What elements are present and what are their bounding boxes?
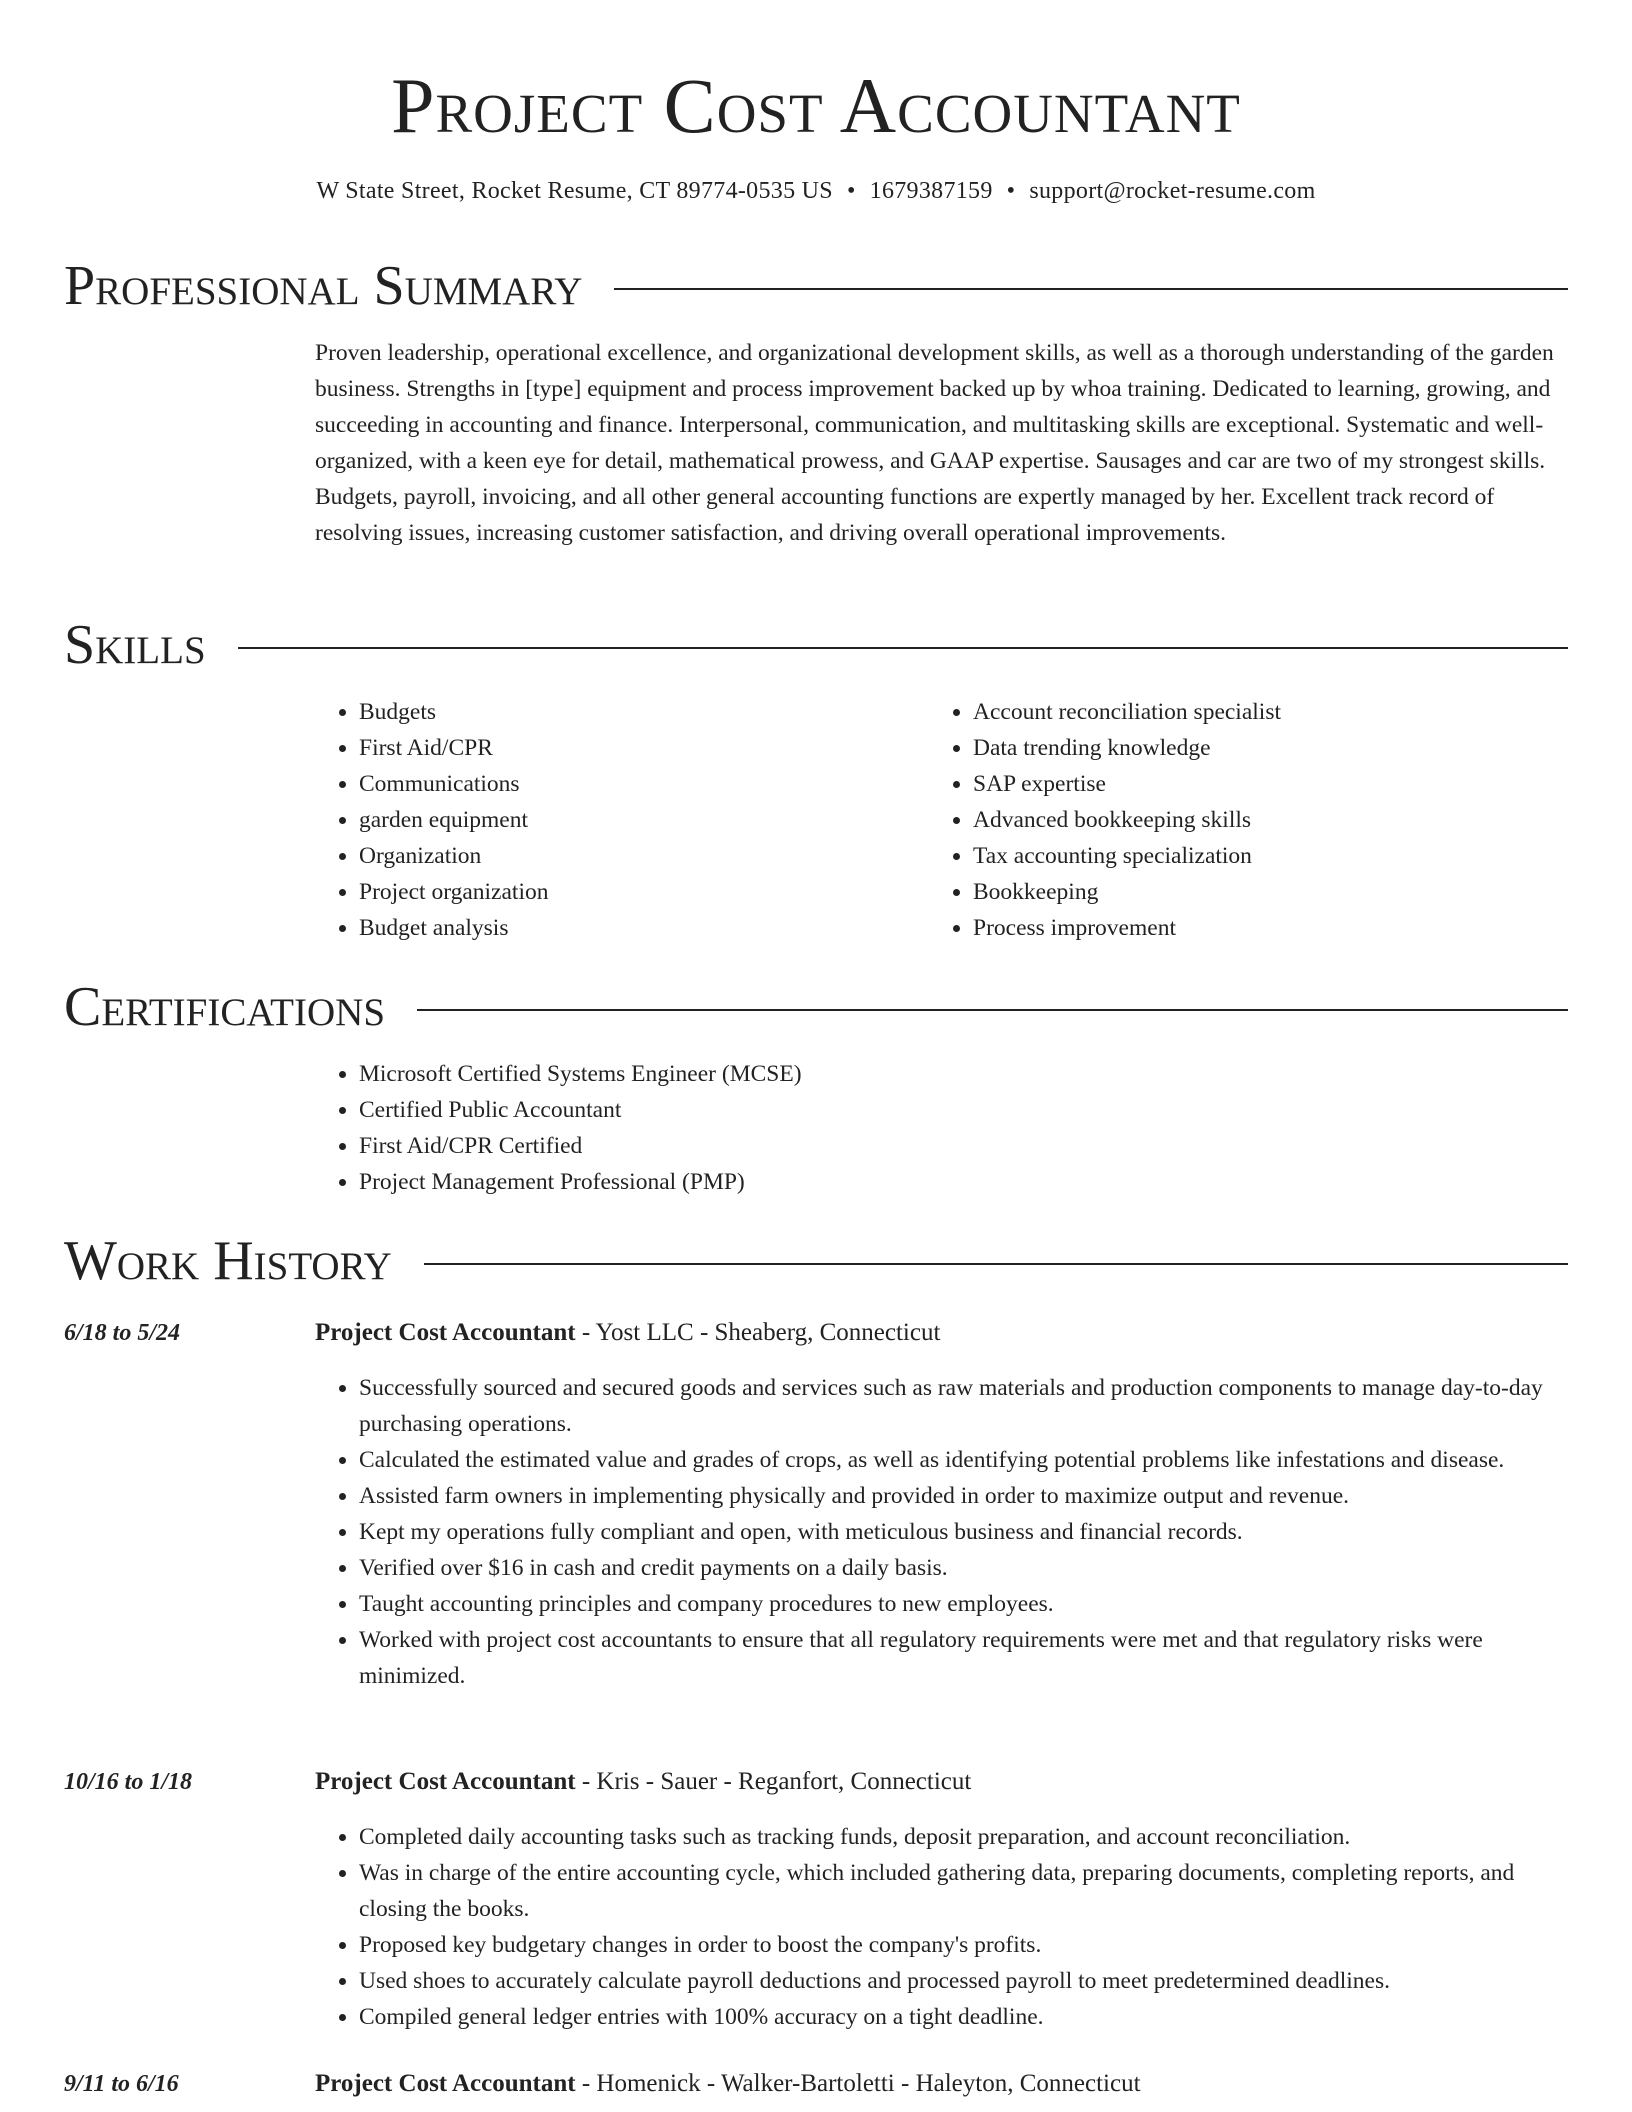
- list-item: • Kept my operations fully compliant and open, with meticulous business and financial records.: [359, 1514, 1571, 1550]
- certifications-block: [315, 1056, 1571, 1200]
- list-item: • Organization: [359, 838, 915, 874]
- skills-right-list: [929, 694, 1529, 946]
- section-divider: [417, 1009, 1568, 1011]
- skills-section-header: [64, 613, 1568, 677]
- list-item: • Process improvement: [973, 910, 1529, 946]
- list-item: • Proposed key budgetary changes in order to boost the company's profits.: [359, 1927, 1571, 1963]
- job-dates: 10/16 to 1/18: [64, 1769, 193, 1795]
- list-item: • Successfully sourced and secured goods and services such as raw materials and production components to manage day-to-day purchasing operations.: [359, 1370, 1571, 1442]
- job-bullets-block: [315, 1370, 1571, 1694]
- list-item: • Calculated the estimated value and grades of crops, as well as identifying potential problems like infestations and disease.: [359, 1442, 1571, 1478]
- list-item: • Account reconciliation specialist: [973, 694, 1529, 730]
- contact-email: support@rocket-resume.com: [1029, 178, 1316, 204]
- contact-line: [0, 174, 1632, 208]
- job-heading: [315, 1765, 1571, 1799]
- work-section-header: [64, 1229, 1568, 1293]
- summary-section-title: Professional Summary: [64, 255, 583, 317]
- list-item: • Budgets: [359, 694, 915, 730]
- list-item: • Advanced bookkeeping skills: [973, 802, 1529, 838]
- list-item: • Compiled general ledger entries with 100% accuracy on a tight deadline.: [359, 1999, 1571, 2035]
- job-bullet-list: [315, 1819, 1571, 2035]
- list-item: • Microsoft Certified Systems Engineer (MCSE): [359, 1056, 1571, 1092]
- contact-phone: 1679387159: [869, 178, 993, 204]
- job-bullets-block: [315, 1819, 1571, 2035]
- summary-text: Proven leadership, operational excellence, and organizational development skills, as well as a thorough understanding of the garden business. Strengths in [type] equipment and process improvement backed up by whoa training. Dedicated to learning, growing, and succeeding in accounting and finance. Interpersonal, communication, and multitasking skills are exceptional. Systematic and well-organized, with a keen eye for detail, mathematical prowess, and GAAP expertise. Sausages and car are two of my strongest skills. Budgets, payroll, invoicing, and all other general accounting functions are expertly managed by her. Excellent track record of resolving issues, increasing customer satisfaction, and driving overall operational improvements.: [315, 340, 1554, 546]
- job-heading: [315, 2067, 1571, 2101]
- skills-left-column: [315, 694, 915, 946]
- job-title: Project Cost Accountant: [315, 1768, 576, 1795]
- certifications-list: [315, 1056, 1571, 1200]
- job-employer-location: - Kris - Sauer - Reganfort, Connecticut: [575, 1768, 972, 1795]
- job-title: Project Cost Accountant: [315, 2070, 576, 2097]
- resume-name: Project Cost Accountant: [391, 62, 1241, 149]
- list-item: • Was in charge of the entire accounting cycle, which included gathering data, preparing documents, completing reports, and closing the books.: [359, 1855, 1571, 1927]
- summary-section-header: [64, 254, 1568, 318]
- skills-right-column: [929, 694, 1529, 946]
- skills-left-list: [315, 694, 915, 946]
- job-bullet-list: [315, 1370, 1571, 1694]
- list-item: • Completed daily accounting tasks such as tracking funds, deposit preparation, and account reconciliation.: [359, 1819, 1571, 1855]
- section-divider: [614, 288, 1568, 290]
- job-dates: 9/11 to 6/16: [64, 2071, 179, 2097]
- contact-separator: •: [1006, 178, 1016, 204]
- list-item: • Taught accounting principles and company procedures to new employees.: [359, 1586, 1571, 1622]
- list-item: • garden equipment: [359, 802, 915, 838]
- list-item: • Certified Public Accountant: [359, 1092, 1571, 1128]
- certifications-section-title: Certifications: [64, 976, 386, 1038]
- list-item: • SAP expertise: [973, 766, 1529, 802]
- skills-section-title: Skills: [64, 614, 206, 676]
- work-section-title: Work History: [64, 1230, 392, 1292]
- list-item: • Assisted farm owners in implementing physically and provided in order to maximize output and revenue.: [359, 1478, 1571, 1514]
- list-item: • Budget analysis: [359, 910, 915, 946]
- list-item: • Tax accounting specialization: [973, 838, 1529, 874]
- job-title: Project Cost Accountant: [315, 1319, 576, 1346]
- section-divider: [238, 647, 1568, 649]
- contact-separator: •: [846, 178, 856, 204]
- list-item: • First Aid/CPR Certified: [359, 1128, 1571, 1164]
- list-item: • Data trending knowledge: [973, 730, 1529, 766]
- list-item: • First Aid/CPR: [359, 730, 915, 766]
- list-item: • Communications: [359, 766, 915, 802]
- job-employer-location: - Yost LLC - Sheaberg, Connecticut: [575, 1319, 941, 1346]
- list-item: • Project organization: [359, 874, 915, 910]
- list-item: • Verified over $16 in cash and credit payments on a daily basis.: [359, 1550, 1571, 1586]
- list-item: • Project Management Professional (PMP): [359, 1164, 1571, 1200]
- list-item: • Bookkeeping: [973, 874, 1529, 910]
- list-item: • Worked with project cost accountants to ensure that all regulatory requirements were met and that regulatory risks were minimized.: [359, 1622, 1571, 1694]
- list-item: • Used shoes to accurately calculate payroll deductions and processed payroll to meet predetermined deadlines.: [359, 1963, 1571, 1999]
- job-heading: [315, 1316, 1571, 1350]
- contact-address: W State Street, Rocket Resume, CT 89774-0535 US: [316, 178, 833, 204]
- job-employer-location: - Homenick - Walker-Bartoletti - Haleyton, Connecticut: [575, 2070, 1141, 2097]
- job-dates: 6/18 to 5/24: [64, 1320, 181, 1346]
- certifications-section-header: [64, 975, 1568, 1039]
- section-divider: [424, 1263, 1568, 1265]
